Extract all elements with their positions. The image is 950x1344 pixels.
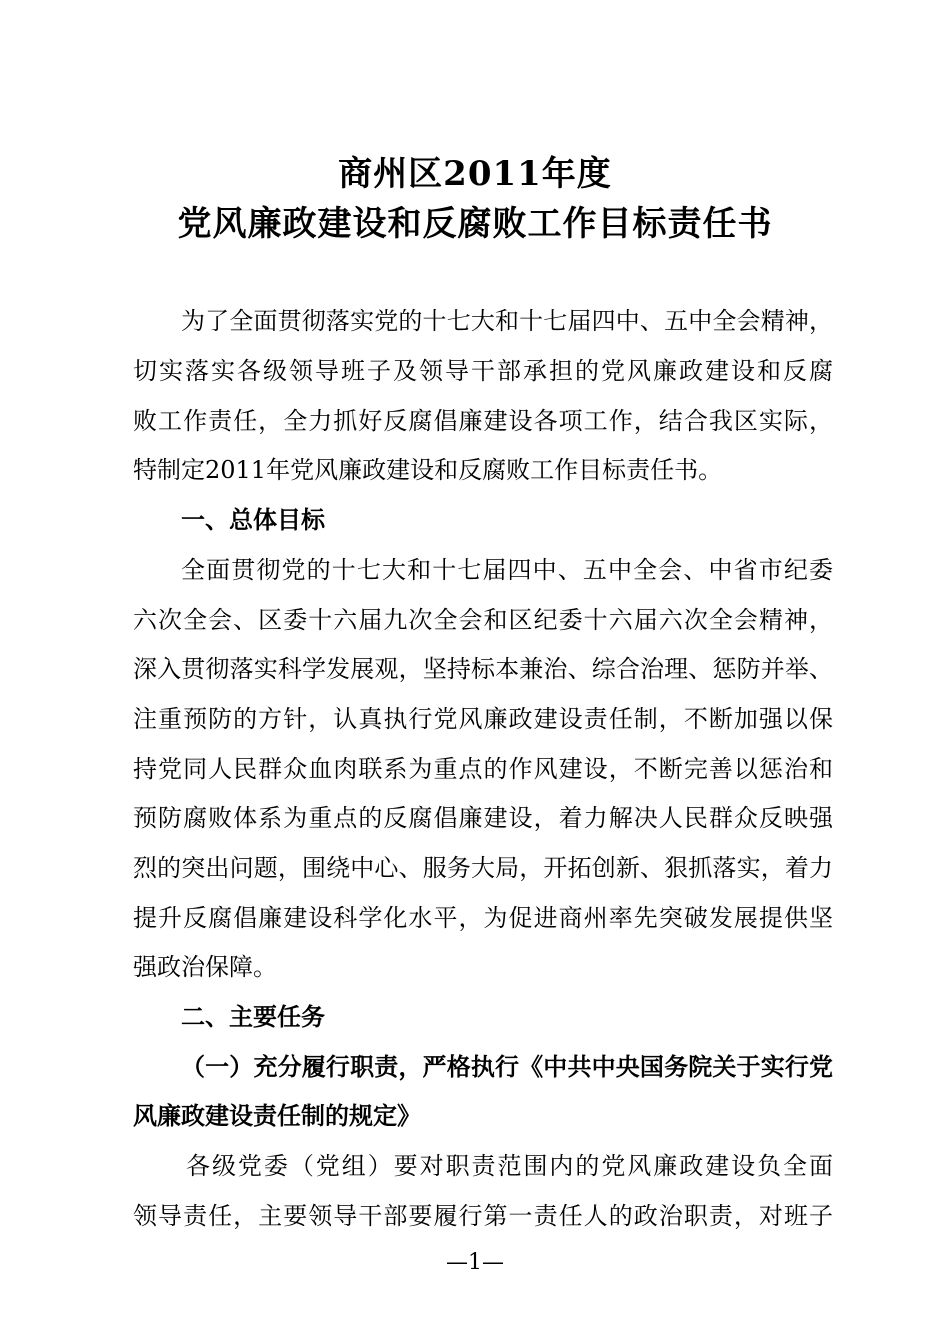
section1-line: 深入贯彻落实科学发展观，坚持标本兼治、综合治理、惩防并举、 <box>133 655 833 683</box>
subsection1-line: 领导责任，主要领导干部要履行第一责任人的政治职责，对班子 <box>133 1202 833 1230</box>
section1-line: 六次全会、区委十六届九次全会和区纪委十六届六次全会精神， <box>133 606 833 634</box>
subsection1-heading-line: （一）充分履行职责，严格执行《中共中央国务院关于实行党 <box>181 1052 833 1081</box>
section2-heading: 二、主要任务 <box>181 1003 325 1031</box>
document-title-line1: 商州区2011年度 <box>338 154 612 194</box>
subsection1-heading-line: 风廉政建设责任制的规定》 <box>133 1101 421 1130</box>
section1-line: 注重预防的方针，认真执行党风廉政建设责任制，不断加强以保 <box>133 705 833 733</box>
intro-line: 为了全面贯彻落实党的十七大和十七届四中、五中全会精神， <box>181 307 833 335</box>
section1-line: 提升反腐倡廉建设科学化水平，为促进商州率先突破发展提供坚 <box>133 904 833 932</box>
page-number: —1— <box>446 1250 504 1275</box>
intro-line: 切实落实各级领导班子及领导干部承担的党风廉政建设和反腐 <box>133 357 833 385</box>
section1-line: 预防腐败体系为重点的反腐倡廉建设，着力解决人民群众反映强 <box>133 804 833 832</box>
intro-line: 败工作责任，全力抓好反腐倡廉建设各项工作，结合我区实际， <box>133 407 833 435</box>
section1-line: 强政治保障。 <box>133 953 277 981</box>
subsection1-line: 各级党委（党组）要对职责范围内的党风廉政建设负全面 <box>186 1152 833 1180</box>
intro-line: 特制定2011年党风廉政建设和反腐败工作目标责任书。 <box>133 456 723 484</box>
section1-line: 持党同人民群众血肉联系为重点的作风建设，不断完善以惩治和 <box>133 755 833 783</box>
section1-heading: 一、总体目标 <box>181 506 325 534</box>
document-title-line2: 党风廉政建设和反腐败工作目标责任书 <box>177 204 773 244</box>
section1-line: 烈的突出问题，围绕中心、服务大局，开拓创新、狠抓落实，着力 <box>133 854 833 882</box>
section1-line: 全面贯彻党的十七大和十七届四中、五中全会、中省市纪委 <box>181 556 833 584</box>
